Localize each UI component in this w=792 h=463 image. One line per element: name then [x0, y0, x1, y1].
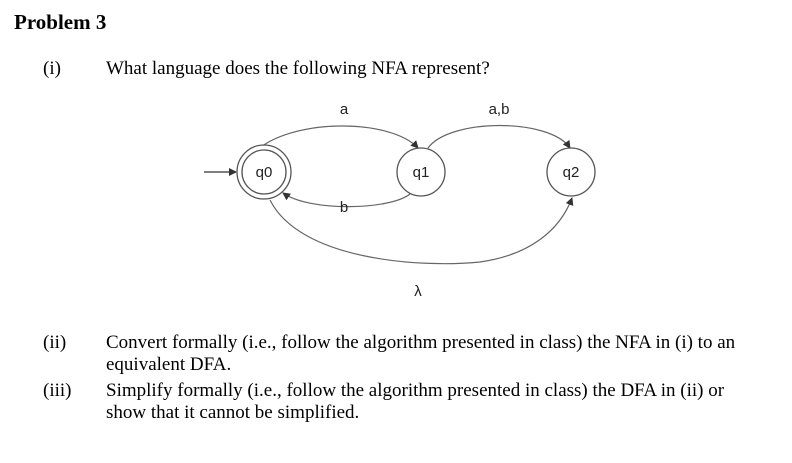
part-ii-number: (ii)	[43, 332, 67, 353]
part-ii-text-line1: Convert formally (i.e., follow the algorithm presented in class) the NFA in (i) to an	[106, 332, 736, 353]
edge-label-lambda: λ	[414, 283, 422, 300]
edge-label-ab: a,b	[488, 101, 510, 118]
part-ii-text-line2: equivalent DFA.	[106, 354, 232, 375]
part-iii-number: (iii)	[43, 380, 72, 401]
problem-title: Problem 3	[14, 10, 107, 34]
state-q1-label: q1	[412, 164, 430, 181]
edge-q0-q2	[270, 198, 572, 264]
part-i-number: (i)	[43, 58, 61, 79]
edge-q1-q2	[428, 126, 570, 149]
edge-label-a: a	[339, 101, 349, 118]
part-i-text: What language does the following NFA represent?	[106, 58, 490, 79]
state-q2-label: q2	[562, 164, 580, 181]
state-q0-label: q0	[255, 164, 273, 181]
edge-q0-q1	[255, 126, 418, 152]
part-iii-text-line2: show that it cannot be simplified.	[106, 402, 360, 423]
part-iii-text-line1: Simplify formally (i.e., follow the algorithm presented in class) the DFA in (ii) or	[106, 380, 725, 401]
edge-label-b: b	[339, 199, 349, 216]
